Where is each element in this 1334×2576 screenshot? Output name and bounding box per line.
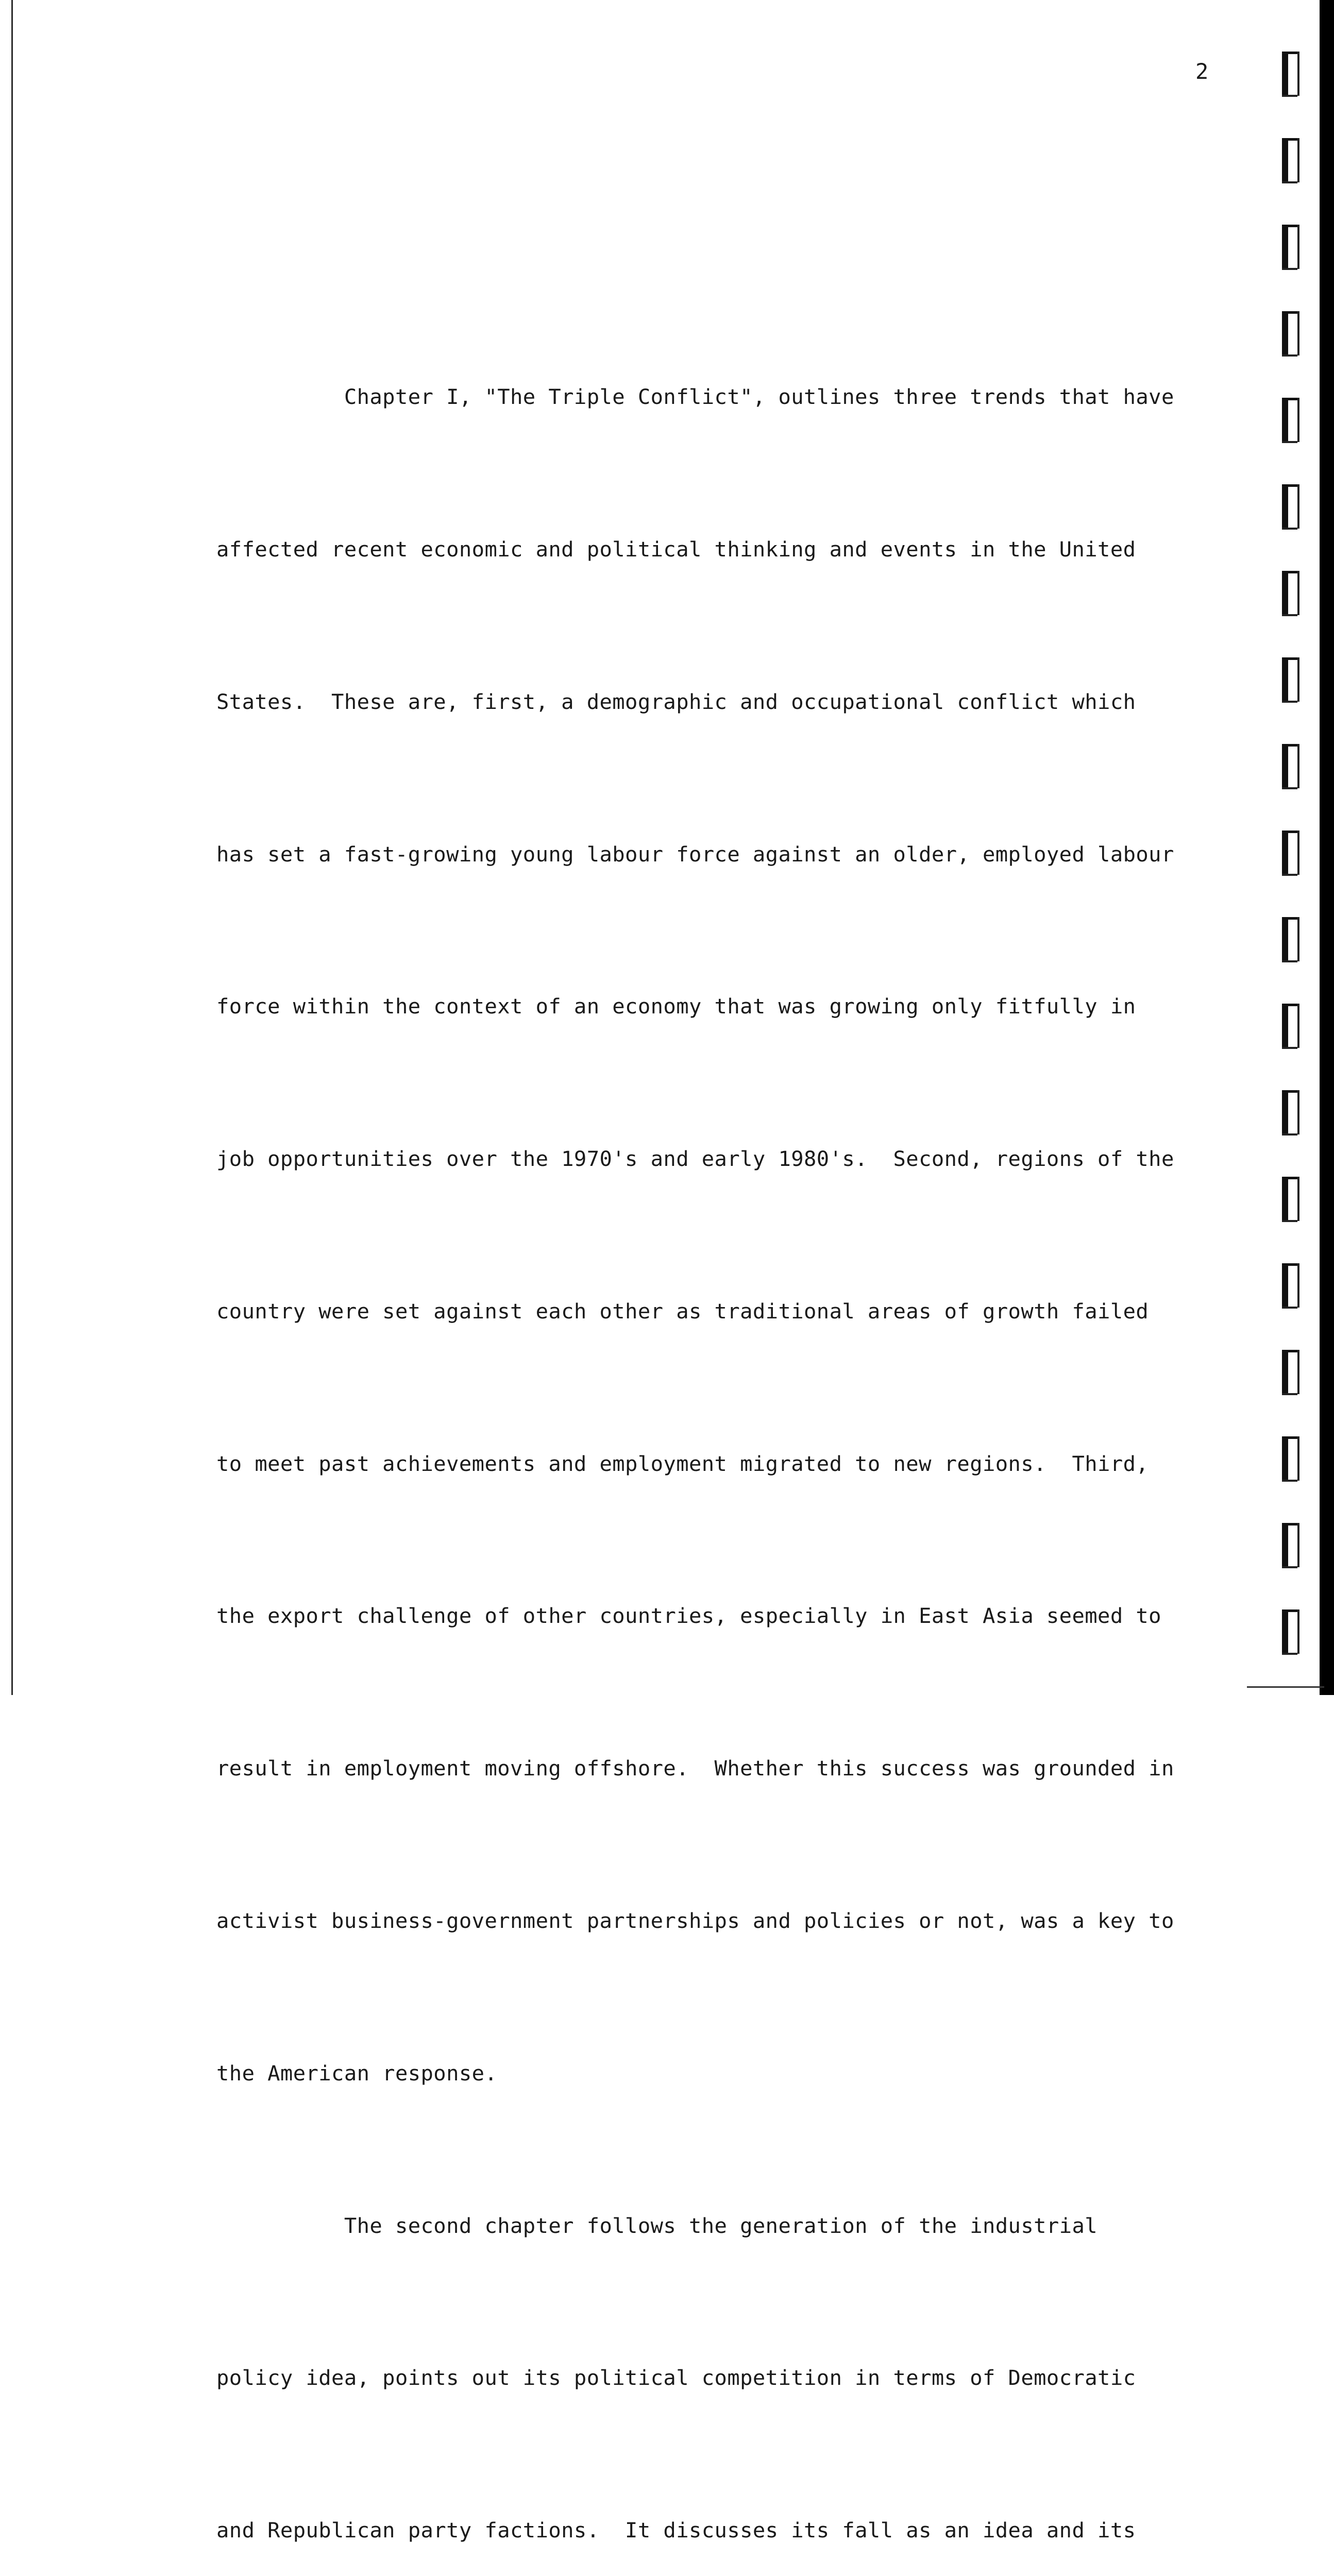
text-line: job opportunities over the 1970's and early 1980's. Second, regions of the xyxy=(216,1146,1174,1172)
ring-foot xyxy=(1282,701,1297,703)
ring-side xyxy=(1297,744,1299,788)
ring-cap xyxy=(1282,225,1299,227)
binder-ring-mark xyxy=(1278,571,1309,616)
ring-cap xyxy=(1282,1350,1299,1352)
ring-bar xyxy=(1282,1350,1288,1395)
binder-ring-mark xyxy=(1278,1177,1309,1222)
text-line: country were set against each other as traditional areas of growth failed xyxy=(216,1298,1149,1324)
binder-ring-mark xyxy=(1278,657,1309,703)
ring-side xyxy=(1297,1090,1299,1134)
ring-side xyxy=(1297,1436,1299,1481)
text-line: The second chapter follows the generation of the industrial xyxy=(216,2213,1098,2238)
binder-ring-mark xyxy=(1278,1436,1309,1482)
ring-bar xyxy=(1282,1609,1288,1655)
binder-ring-mark xyxy=(1278,744,1309,789)
ring-cap xyxy=(1282,138,1299,141)
ring-foot xyxy=(1282,1047,1297,1049)
ring-cap xyxy=(1282,1177,1299,1179)
ring-bar xyxy=(1282,1177,1288,1222)
scan-right-edge xyxy=(1320,0,1334,1695)
binder-ring-mark xyxy=(1278,1609,1309,1655)
ring-foot xyxy=(1282,1566,1297,1568)
ring-bar xyxy=(1282,398,1288,443)
ring-foot xyxy=(1282,787,1297,789)
binder-ring-mark xyxy=(1278,311,1309,357)
body-text xyxy=(216,270,1195,2576)
binder-ring-mark xyxy=(1278,1350,1309,1395)
ring-side xyxy=(1297,1004,1299,1048)
ring-foot xyxy=(1282,95,1297,97)
page-number: 2 xyxy=(1195,59,1209,84)
ring-foot xyxy=(1282,1653,1297,1655)
text-line: to meet past achievements and employment migrated to new regions. Third, xyxy=(216,1451,1149,1476)
ring-bar xyxy=(1282,571,1288,616)
binder-ring-mark xyxy=(1278,1090,1309,1136)
ring-cap xyxy=(1282,1609,1299,1612)
ring-cap xyxy=(1282,831,1299,833)
ring-bar xyxy=(1282,1263,1288,1309)
ring-cap xyxy=(1282,571,1299,573)
ring-cap xyxy=(1282,744,1299,747)
ring-cap xyxy=(1282,484,1299,487)
text-line: has set a fast-growing young labour force against an older, employed labour xyxy=(216,841,1174,867)
text-line: force within the context of an economy that was growing only fitfully in xyxy=(216,994,1136,1019)
ring-cap xyxy=(1282,1436,1299,1439)
ring-side xyxy=(1297,398,1299,442)
ring-foot xyxy=(1282,1393,1297,1395)
text-line: Chapter I, "The Triple Conflict", outlines three trends that have xyxy=(216,384,1174,410)
binder-ring-mark xyxy=(1278,138,1309,183)
binder-ring-marks xyxy=(1278,52,1314,1695)
ring-cap xyxy=(1282,1263,1299,1266)
ring-side xyxy=(1297,225,1299,269)
ring-cap xyxy=(1282,1090,1299,1093)
ring-side xyxy=(1297,1177,1299,1221)
text-line: policy idea, points out its political competition in terms of Democratic xyxy=(216,2365,1136,2391)
ring-side xyxy=(1297,1263,1299,1308)
ring-side xyxy=(1297,831,1299,875)
text-line: activist business-government partnerships and policies or not, was a key to xyxy=(216,1908,1174,1933)
ring-bar xyxy=(1282,657,1288,703)
ring-bar xyxy=(1282,917,1288,962)
ring-cap xyxy=(1282,1004,1299,1006)
ring-bar xyxy=(1282,225,1288,270)
scan-left-edge xyxy=(11,0,13,1695)
binder-ring-mark xyxy=(1278,1263,1309,1309)
ring-bar xyxy=(1282,1004,1288,1049)
text-line: and Republican party factions. It discusses its fall as an idea and its xyxy=(216,2518,1136,2543)
binder-ring-mark xyxy=(1278,484,1309,530)
ring-side xyxy=(1297,311,1299,355)
ring-foot xyxy=(1282,181,1297,183)
ring-foot xyxy=(1282,1480,1297,1482)
ring-bar xyxy=(1282,831,1288,876)
ring-side xyxy=(1297,484,1299,529)
ring-side xyxy=(1297,138,1299,182)
binder-ring-mark xyxy=(1278,831,1309,876)
ring-bar xyxy=(1282,138,1288,183)
ring-side xyxy=(1297,657,1299,702)
ring-foot xyxy=(1282,528,1297,530)
ring-foot xyxy=(1282,874,1297,876)
ring-side xyxy=(1297,52,1299,96)
ring-side xyxy=(1297,917,1299,961)
ring-cap xyxy=(1282,657,1299,660)
text-line: affected recent economic and political thinking and events in the United xyxy=(216,536,1136,562)
ring-bar xyxy=(1282,744,1288,789)
text-line: the American response. xyxy=(216,2060,498,2086)
ring-side xyxy=(1297,571,1299,615)
ring-bar xyxy=(1282,52,1288,97)
ring-foot xyxy=(1282,614,1297,616)
ring-foot xyxy=(1282,960,1297,962)
binder-ring-mark xyxy=(1278,1004,1309,1049)
ring-bar xyxy=(1282,311,1288,357)
ring-bar xyxy=(1282,1523,1288,1568)
ring-bar xyxy=(1282,1090,1288,1136)
text-line: States. These are, first, a demographic and occupational conflict which xyxy=(216,689,1136,714)
ring-foot xyxy=(1282,1307,1297,1309)
ring-bar xyxy=(1282,484,1288,530)
binder-ring-mark xyxy=(1278,52,1309,97)
ring-cap xyxy=(1282,917,1299,920)
text-line: result in employment moving offshore. Whether this success was grounded in xyxy=(216,1756,1174,1781)
ring-side xyxy=(1297,1609,1299,1654)
ring-cap xyxy=(1282,1523,1299,1526)
ring-cap xyxy=(1282,311,1299,314)
ring-cap xyxy=(1282,398,1299,400)
ring-foot xyxy=(1282,1133,1297,1136)
binder-ring-mark xyxy=(1278,225,1309,270)
ring-cap xyxy=(1282,52,1299,54)
ring-bar xyxy=(1282,1436,1288,1482)
binder-ring-mark xyxy=(1278,1523,1309,1568)
binder-ring-mark xyxy=(1278,398,1309,443)
ring-foot xyxy=(1282,1220,1297,1222)
ring-side xyxy=(1297,1350,1299,1394)
ring-foot xyxy=(1282,268,1297,270)
text-line: the export challenge of other countries, especially in East Asia seemed to xyxy=(216,1603,1161,1629)
ring-foot xyxy=(1282,441,1297,443)
ring-foot xyxy=(1282,354,1297,357)
binder-ring-mark xyxy=(1278,917,1309,962)
ring-side xyxy=(1297,1523,1299,1567)
